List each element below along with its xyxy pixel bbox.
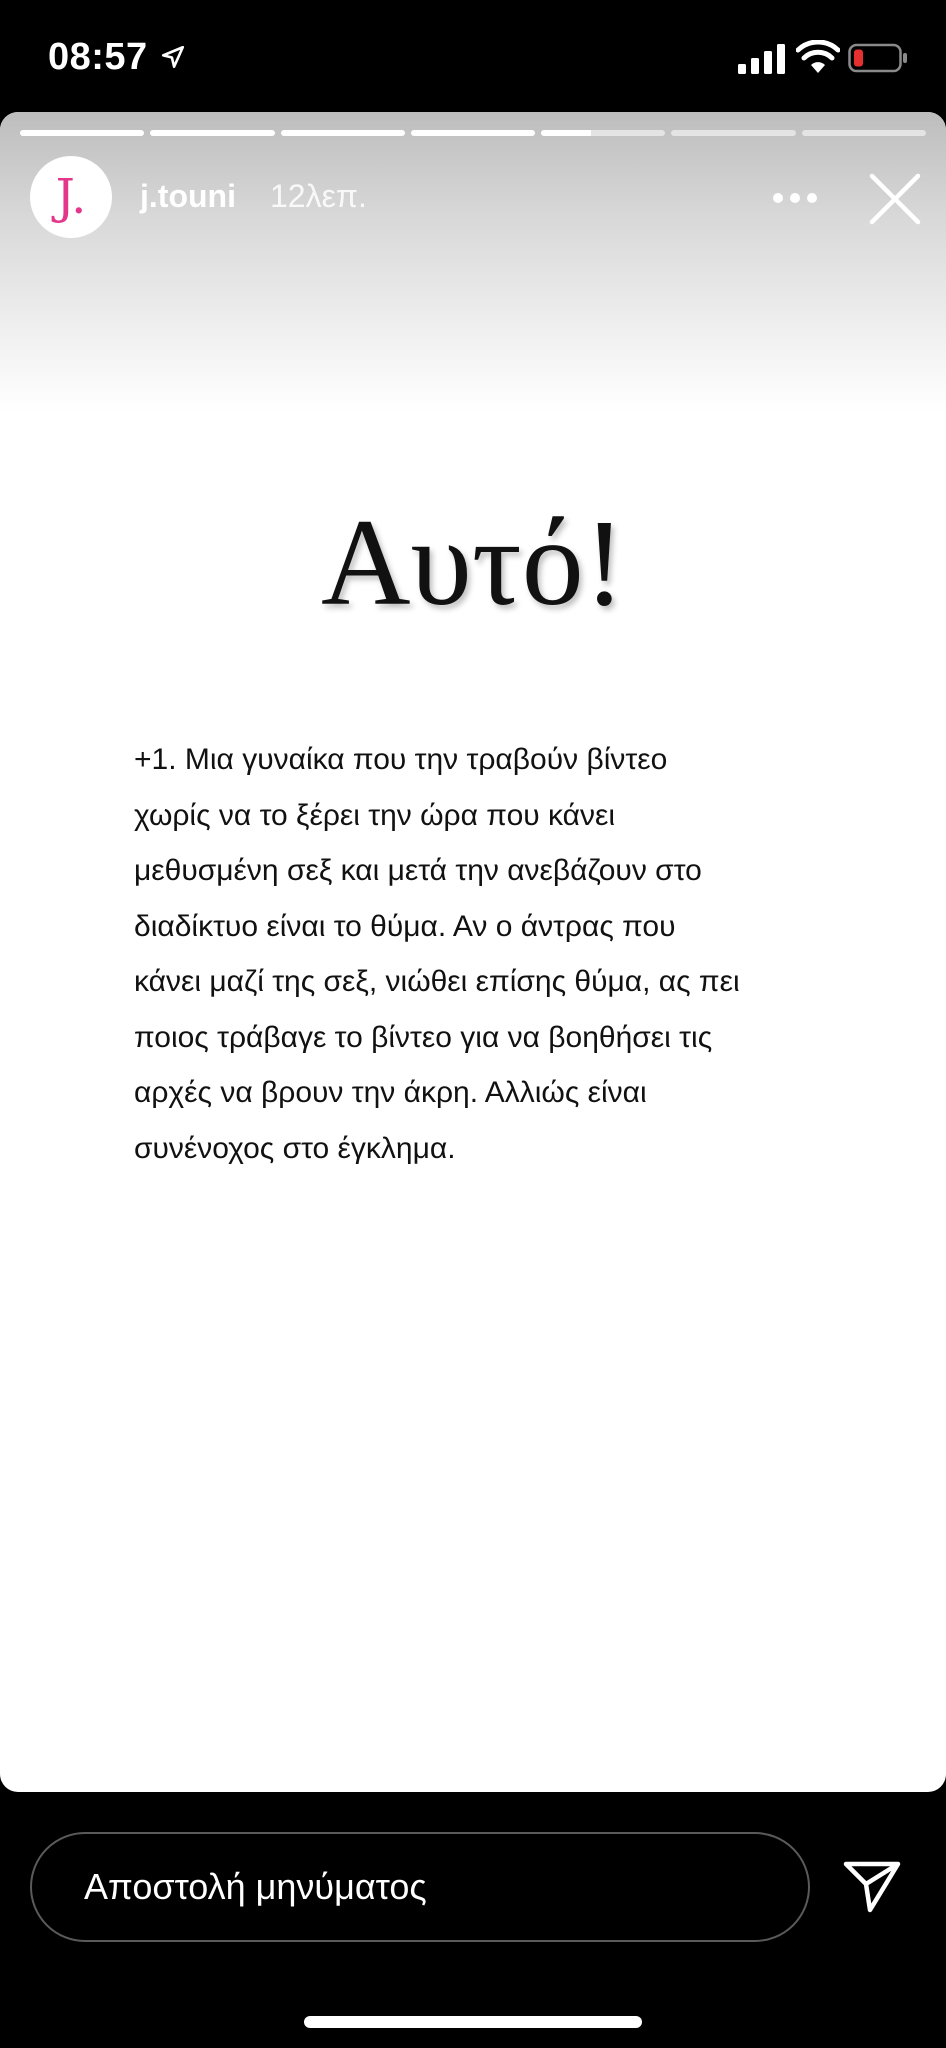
message-input[interactable]	[30, 1832, 810, 1942]
wifi-icon	[796, 40, 840, 74]
progress-segment	[541, 130, 665, 136]
battery-icon	[848, 43, 908, 73]
avatar[interactable]	[30, 156, 112, 238]
status-time: 08:57	[48, 36, 148, 78]
signal-icon	[738, 44, 788, 74]
story-body-text: +1. Μια γυναίκα που την τραβούν βίντεο χωρίς να το ξέρει την ώρα που κάνει μεθυσμένη σεξ και μετά την ανεβάζουν στο διαδίκτυο είναι το θύμα. Αν ο άντρας που κάνει μαζί της σεξ, νιώθει επίσης θύμα, ας πει ποιος τράβαγε το βίντεο για να βοηθήσει τις αρχές να βρουν την άκρη. Αλλιώς είναι συνένοχος στο έγκλημα.	[134, 743, 740, 1165]
post-time-ago: 12λεπ.	[270, 178, 367, 214]
progress-segment-fill	[541, 130, 591, 136]
home-indicator[interactable]	[304, 2016, 642, 2028]
story-progress-bar	[20, 130, 926, 136]
progress-segment	[281, 130, 405, 136]
message-placeholder: Αποστολή μηνύματος	[84, 1866, 427, 1907]
send-icon[interactable]	[842, 1858, 902, 1914]
progress-segment	[411, 130, 535, 136]
status-bar	[0, 0, 946, 112]
header-gradient	[0, 112, 946, 412]
progress-segment	[150, 130, 274, 136]
progress-segment	[20, 130, 144, 136]
close-icon[interactable]	[868, 172, 922, 226]
username[interactable]: j.touni	[140, 178, 236, 214]
progress-segment	[802, 130, 926, 136]
more-icon[interactable]	[772, 192, 818, 204]
story-card[interactable]	[0, 112, 946, 1792]
progress-segment	[671, 130, 795, 136]
story-headline: Αυτό!	[320, 494, 626, 631]
location-arrow-icon	[160, 44, 186, 70]
avatar-logo: J.	[55, 169, 87, 225]
